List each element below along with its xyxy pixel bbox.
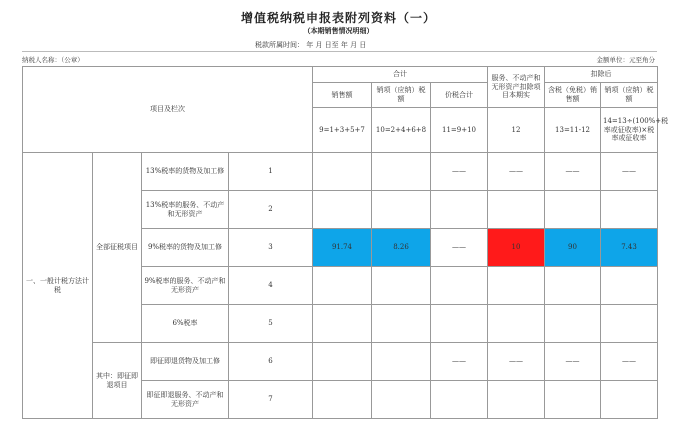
- header-divider: [22, 51, 657, 52]
- cell-price-tax-total: ——: [431, 153, 488, 191]
- price-tax-total-header: 价税合计: [431, 83, 488, 108]
- sales-detail-table: [22, 66, 669, 419]
- cell-output-tax[interactable]: [372, 343, 431, 381]
- cell-deduction[interactable]: [488, 381, 545, 419]
- row-label: 13%税率的货物及加工修: [142, 153, 229, 191]
- row-line-number: 5: [229, 305, 313, 343]
- taxpayer-name: 纳税人名称：（公章）: [22, 56, 84, 64]
- cell-output-tax-after[interactable]: [601, 305, 658, 343]
- group-deduction-header: 扣除后: [545, 67, 658, 83]
- cell-sales[interactable]: [313, 343, 372, 381]
- cell-deduction[interactable]: 10: [488, 229, 545, 267]
- section-all-levied: 全部征税项目: [93, 153, 142, 343]
- item-header: 项目及栏次: [23, 67, 313, 153]
- form-subtitle: （本期销售情况明细）: [303, 26, 374, 35]
- cell-sales[interactable]: [313, 381, 372, 419]
- cell-output-tax[interactable]: [372, 267, 431, 305]
- formula-sales: 9=1+3+5+7: [313, 108, 372, 153]
- cell-output-tax[interactable]: 8.26: [372, 229, 431, 267]
- row-line-number: 4: [229, 267, 313, 305]
- cell-deduction[interactable]: [488, 267, 545, 305]
- group-total-header: 合计: [313, 67, 488, 83]
- row-line-number: 2: [229, 191, 313, 229]
- formula-tax: 10=2+4+6+8: [372, 108, 431, 153]
- cell-tax-inclusive[interactable]: [545, 381, 601, 419]
- cell-output-tax[interactable]: [372, 305, 431, 343]
- cell-output-tax-after[interactable]: [601, 191, 658, 229]
- cell-output-tax-after[interactable]: [601, 381, 658, 419]
- formula-output: 14=13÷(100%+税率或征收率)×税率或征收率: [601, 108, 658, 153]
- cell-price-tax-total[interactable]: [431, 305, 488, 343]
- table-row: [23, 343, 658, 381]
- output-tax-header: 销项（应纳）税额: [372, 83, 431, 108]
- tax-period: 税款所属时间： 年 月 日至 年 月 日: [255, 41, 367, 49]
- cell-sales[interactable]: 91.74: [313, 229, 372, 267]
- cell-output-tax-after[interactable]: [601, 267, 658, 305]
- section-general-method: 一、一般计税方法计税: [23, 153, 93, 419]
- cell-tax-inclusive[interactable]: [545, 305, 601, 343]
- form-title: 增值税纳税申报表附列资料（一）: [240, 11, 436, 25]
- row-line-number: 6: [229, 343, 313, 381]
- formula-inclusive: 13=11-12: [545, 108, 601, 153]
- cell-price-tax-total: ——: [431, 343, 488, 381]
- cell-deduction[interactable]: [488, 191, 545, 229]
- cell-price-tax-total[interactable]: [431, 267, 488, 305]
- row-line-number: 7: [229, 381, 313, 419]
- cell-sales[interactable]: [313, 153, 372, 191]
- cell-deduction: ——: [488, 153, 545, 191]
- cell-output-tax-after: ——: [601, 153, 658, 191]
- cell-output-tax[interactable]: [372, 191, 431, 229]
- row-label: 6%税率: [142, 305, 229, 343]
- cell-output-tax[interactable]: [372, 381, 431, 419]
- row-line-number: 1: [229, 153, 313, 191]
- cell-tax-inclusive: ——: [545, 153, 601, 191]
- output-tax-after-header: 销项（应纳）税额: [601, 83, 658, 108]
- cell-price-tax-total[interactable]: [431, 381, 488, 419]
- row-label: 即征即退服务、不动产和无形资产: [142, 381, 229, 419]
- cell-tax-inclusive[interactable]: 90: [545, 229, 601, 267]
- cell-deduction: ——: [488, 343, 545, 381]
- cell-deduction[interactable]: [488, 305, 545, 343]
- table-row: [23, 153, 658, 191]
- cell-output-tax[interactable]: [372, 153, 431, 191]
- cell-sales[interactable]: [313, 191, 372, 229]
- formula-deduction: 12: [488, 108, 545, 153]
- row-label: 即征即退货物及加工修: [142, 343, 229, 381]
- row-label: 13%税率的服务、不动产和无形资产: [142, 191, 229, 229]
- cell-tax-inclusive[interactable]: [545, 191, 601, 229]
- cell-price-tax-total[interactable]: [431, 191, 488, 229]
- cell-output-tax-after[interactable]: 7.43: [601, 229, 658, 267]
- row-line-number: 3: [229, 229, 313, 267]
- cell-tax-inclusive[interactable]: [545, 267, 601, 305]
- tax-inclusive-sales-header: 含税（免税）销售额: [545, 83, 601, 108]
- row-label: 9%税率的货物及加工修: [142, 229, 229, 267]
- formula-total: 11=9+10: [431, 108, 488, 153]
- sales-header: 销售额: [313, 83, 372, 108]
- cell-sales[interactable]: [313, 305, 372, 343]
- service-deduction-header: 服务、不动产和无形资产扣除项目本期实: [488, 67, 545, 108]
- cell-price-tax-total: ——: [431, 229, 488, 267]
- cell-sales[interactable]: [313, 267, 372, 305]
- row-label: 9%税率的服务、不动产和无形资产: [142, 267, 229, 305]
- amount-unit: 金额单位：元至角分: [596, 56, 655, 64]
- section-refund-items: 其中：即征即退项目: [93, 343, 142, 419]
- cell-output-tax-after: ——: [601, 343, 658, 381]
- cell-tax-inclusive: ——: [545, 343, 601, 381]
